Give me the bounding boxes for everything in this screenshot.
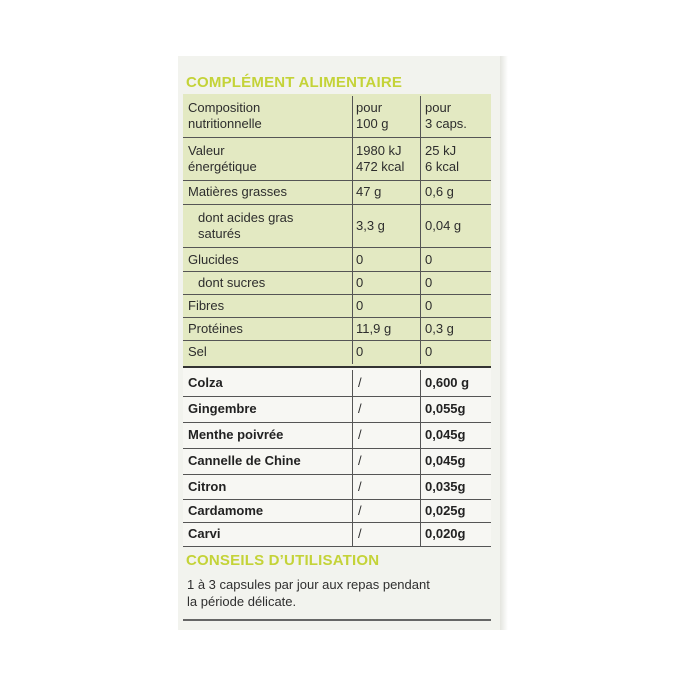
row-divider [183,396,491,397]
ingredient-per3: 0,020g [425,526,466,541]
ingredient-per3: 0,600 g [425,375,470,390]
ingredient-name: Gingembre [188,401,257,416]
row-divider [183,340,491,341]
usage-text: 1 à 3 capsules par jour aux repas pendant la période délicate. [187,577,430,609]
ingredient-name: Carvi [188,526,221,541]
row-fibre-per100: 0 [356,298,364,313]
row-sugars-per100: 0 [356,275,364,290]
row-divider [183,271,491,272]
row-carbs-per100: 0 [356,252,364,267]
row-saturated-per100: 3,3 g [356,218,385,233]
ingredient-name: Menthe poivrée [188,427,284,442]
ingredient-per100: / [358,375,362,390]
row-fat-label: Matières grasses [188,184,287,199]
row-sugars-per3: 0 [425,275,433,290]
row-divider [183,204,491,205]
row-energy-per100: 1980 kJ 472 kcal [356,143,405,174]
row-divider [183,137,491,138]
row-saturated-label: dont acides gras saturés [198,210,294,241]
header-per-100g: pour 100 g [356,100,389,131]
bottom-rule [183,619,491,621]
usage-heading: CONSEILS D’UTILISATION [186,552,380,569]
ingredient-per3: 0,045g [425,427,466,442]
ingredient-per100: / [358,503,362,518]
row-salt-per3: 0 [425,344,433,359]
section-divider [183,366,491,368]
row-protein-per100: 11,9 g [356,321,392,336]
ingredient-per100: / [358,401,362,416]
row-divider [183,422,491,423]
ingredient-name: Cannelle de Chine [188,453,301,468]
row-fat-per3: 0,6 g [425,184,454,199]
row-divider [183,499,491,500]
ingredient-per100: / [358,479,362,494]
ingredient-name: Citron [188,479,227,494]
ingredient-per3: 0,045g [425,453,466,468]
row-fat-per100: 47 g [356,184,382,199]
ingredient-name: Cardamome [188,503,264,518]
row-sugars-label: dont sucres [198,275,266,290]
row-divider [183,522,491,523]
row-salt-per100: 0 [356,344,364,359]
ingredient-name: Colza [188,375,223,390]
row-protein-per3: 0,3 g [425,321,454,336]
header-label: Composition nutritionnelle [188,100,262,131]
row-divider [183,474,491,475]
row-energy-label: Valeur énergétique [188,143,257,174]
row-fibre-label: Fibres [188,298,225,313]
row-fibre-per3: 0 [425,298,433,313]
row-carbs-per3: 0 [425,252,433,267]
ingredient-per3: 0,055g [425,401,466,416]
row-salt-label: Sel [188,344,207,359]
row-energy-per3: 25 kJ 6 kcal [425,143,459,174]
ingredient-per3: 0,025g [425,503,466,518]
header-per-3-caps: pour 3 caps. [425,100,467,131]
ingredient-per100: / [358,526,362,541]
row-divider [183,448,491,449]
row-divider [183,247,491,248]
row-divider [183,546,491,547]
panel-shadow [500,56,508,630]
row-carbs-label: Glucides [188,252,239,267]
supplement-heading: COMPLÉMENT ALIMENTAIRE [186,74,403,91]
ingredient-per100: / [358,427,362,442]
row-divider [183,294,491,295]
row-divider [183,180,491,181]
row-protein-label: Protéines [188,321,243,336]
row-divider [183,317,491,318]
ingredient-per100: / [358,453,362,468]
ingredient-per3: 0,035g [425,479,466,494]
row-saturated-per3: 0,04 g [425,218,462,233]
